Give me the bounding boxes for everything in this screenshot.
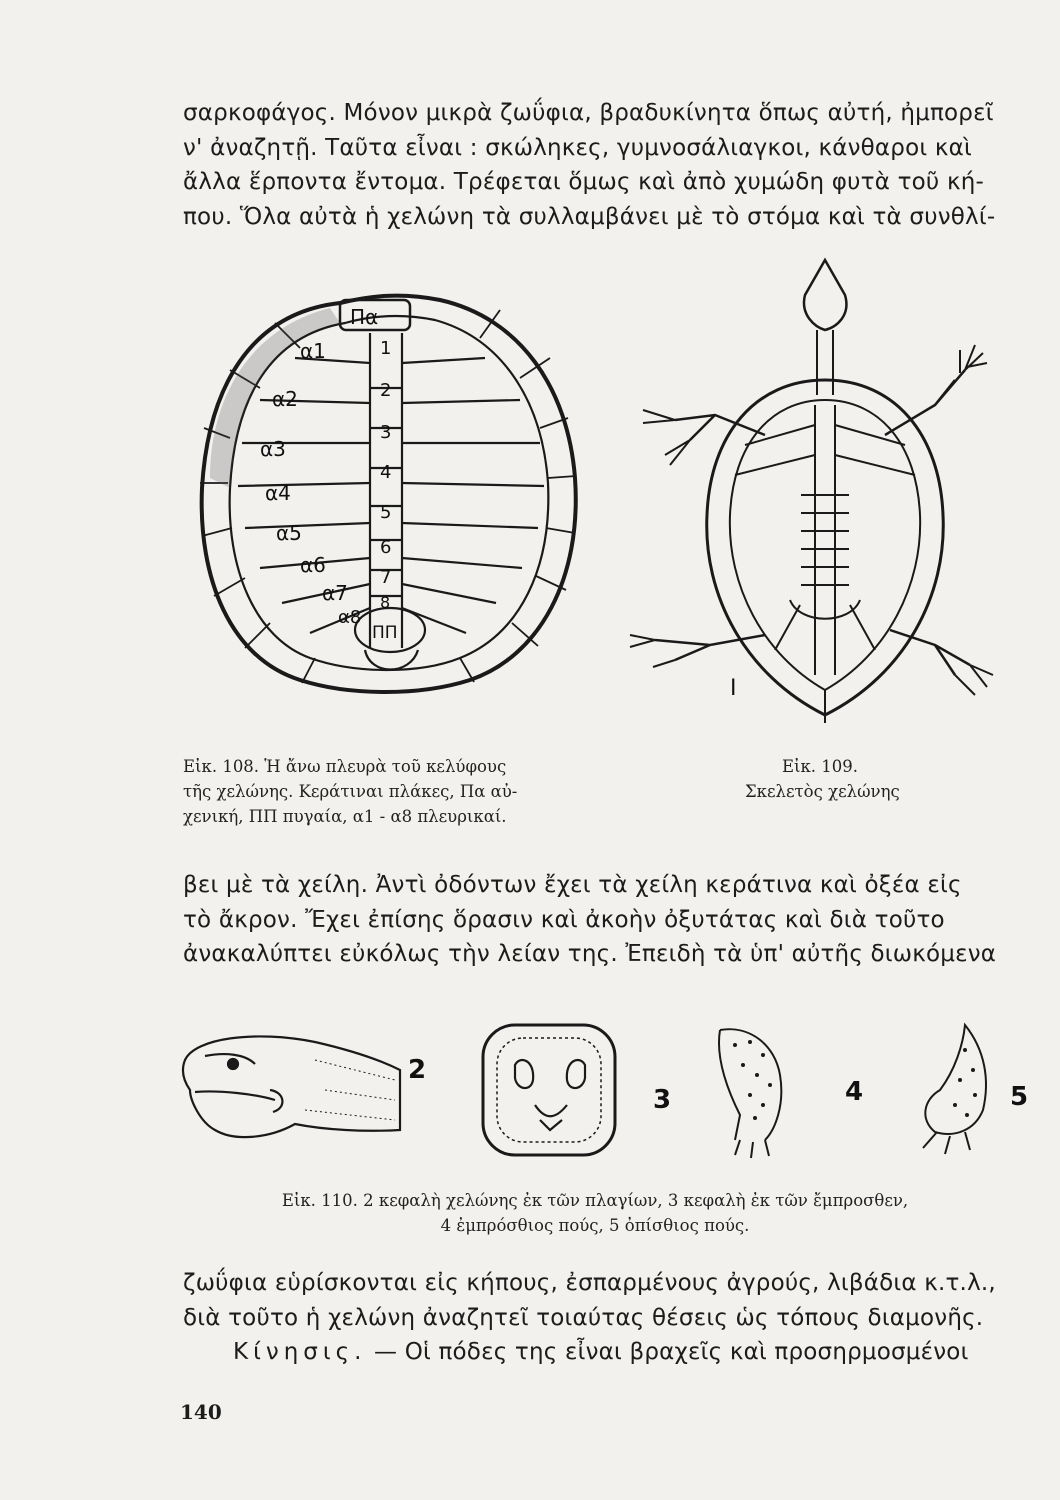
label-pleural-5: α5 (276, 521, 302, 545)
text-line: ν' ἀναζητῇ. Ταῦτα εἶναι : σκώληκες, γυμνοσάλιαγκοι, κάνθαροι καὶ (183, 134, 972, 161)
section-heading-kinesis: Κίνησις. (233, 1339, 367, 1365)
label-vertebral-8: 8 (380, 593, 391, 612)
caption-line: 4 ἐμπρόσθιος πούς, 5 ὀπίσθιος πούς. (440, 1216, 750, 1235)
label-pleural-8: α8 (338, 607, 362, 628)
caption-line: Εἰκ. 109. (781, 757, 859, 776)
figure-number-5: 5 (1010, 1082, 1029, 1112)
label-pleural-3: α3 (260, 437, 286, 461)
caption-line: Σκελετὸς χελώνης (745, 782, 900, 801)
text-line: που. Ὅλα αὐτὰ ἡ χελώνη τὰ συλλαμβάνει μὲ τὸ στόμα καὶ τὰ συνθλί- (183, 203, 996, 230)
label-pleural-4: α4 (265, 481, 291, 505)
label-vertebral-2: 2 (380, 380, 392, 401)
turtle-hind-foot-drawing (923, 1025, 986, 1154)
paragraph-bottom (183, 1266, 996, 1370)
text-line: ἀνακαλύπτει εὐκόλως τὴν λείαν της. Ἐπειδὴ τὰ ὑπ' αὐτῆς διωκόμενα (183, 941, 997, 967)
label-vertebral-3: 3 (380, 422, 392, 443)
figure-110-caption (210, 1188, 980, 1238)
page-number: 140 (180, 1400, 222, 1424)
turtle-head-front-drawing (483, 1025, 615, 1155)
label-pygal: ΠΠ (372, 623, 398, 643)
text-line-last (183, 1335, 969, 1370)
caption-line: χενική, ΠΠ πυγαία, α1 - α8 πλευρικαί. (183, 807, 507, 826)
label-nuchal: Πα (350, 305, 379, 329)
text-line: βει μὲ τὰ χείλη. Ἀντὶ ὀδόντων ἔχει τὰ χείλη κεράτινα καὶ ὀξέα εἰς (183, 872, 962, 898)
label-pleural-6: α6 (300, 553, 326, 577)
paragraph-middle (183, 868, 997, 972)
text-line: διὰ τοῦτο ἡ χελώνη ἀναζητεῖ τοιαύτας θέσεις ὡς τόπους διαμονῆς. (183, 1304, 984, 1331)
label-skeleton-number: I (730, 676, 737, 701)
figure-number-3: 3 (653, 1085, 672, 1115)
text-line: σαρκοφάγος. Μόνον μικρὰ ζωΰφια, βραδυκίνητα ὅπως αὐτή, ἠμπορεῖ (183, 100, 994, 126)
label-vertebral-1: 1 (380, 338, 392, 359)
label-vertebral-4: 4 (380, 462, 392, 483)
caption-line: Εἰκ. 110. 2 κεφαλὴ χελώνης ἐκ τῶν πλαγίων, 3 κεφαλὴ ἐκ τῶν ἔμπροσθεν, (281, 1191, 909, 1210)
label-pleural-1: α1 (300, 339, 326, 363)
figure-109-skeleton-illustration (615, 255, 1015, 725)
paragraph-top (183, 96, 996, 234)
caption-line: τῆς χελώνης. Κεράτιναι πλάκες, Πα αὐ- (183, 782, 518, 801)
label-vertebral-6: 6 (380, 537, 392, 558)
label-pleural-2: α2 (272, 387, 298, 411)
caption-line: Εἰκ. 108. Ἡ ἄνω πλευρὰ τοῦ κελύφους (183, 757, 507, 776)
label-vertebral-5: 5 (380, 502, 392, 523)
label-vertebral-7: 7 (380, 567, 392, 588)
text-line: τὸ ἄκρον. Ἔχει ἐπίσης ὅρασιν καὶ ἀκοὴν ὀξυτάτας καὶ διὰ τοῦτο (183, 906, 945, 933)
figure-110-illustration (175, 1020, 1035, 1160)
text-line-rest: — Οἱ πόδες της εἶναι βραχεῖς καὶ προσηρμοσμένοι (366, 1339, 969, 1365)
figure-108-carapace-illustration (190, 278, 610, 718)
label-pleural-7: α7 (322, 581, 348, 605)
text-line: ζωΰφια εὑρίσκονται εἰς κήπους, ἐσπαρμένους ἀγρούς, λιβάδια κ.τ.λ., (183, 1270, 996, 1296)
turtle-head-side-drawing (183, 1036, 400, 1137)
figure-109-caption (745, 754, 900, 804)
figure-number-4: 4 (845, 1077, 864, 1107)
figure-108-caption (183, 754, 517, 829)
figure-number-2: 2 (408, 1055, 427, 1085)
turtle-front-foot-drawing (719, 1029, 781, 1158)
text-line: ἄλλα ἕρποντα ἔντομα. Τρέφεται ὅμως καὶ ἀπὸ χυμώδη φυτὰ τοῦ κή- (183, 169, 984, 195)
